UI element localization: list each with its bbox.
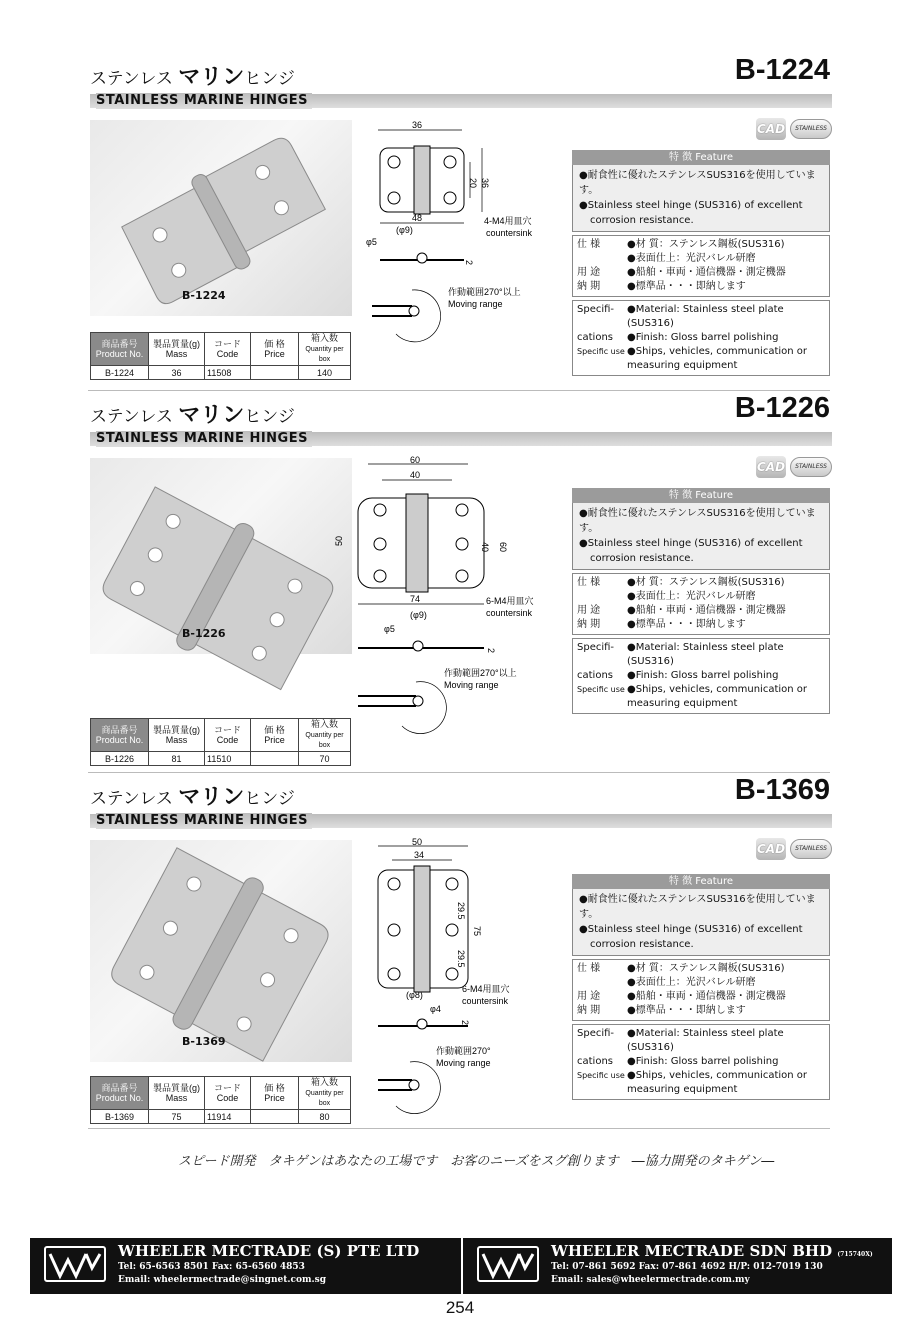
product-photo: [90, 120, 352, 316]
photo-label: B-1226: [182, 627, 226, 640]
dim-phi2: φ5: [384, 624, 395, 634]
stainless-badge: STAINLESS: [790, 119, 832, 139]
dim-phi: (φ9): [410, 610, 427, 620]
badges: [756, 454, 836, 480]
wm-logo-icon: [44, 1246, 106, 1282]
title-jp: ステンレス マリンヒンジ: [90, 65, 295, 90]
technical-drawing: [334, 455, 562, 768]
footer-right: [461, 1238, 892, 1294]
page-number: 254: [445, 1298, 475, 1317]
badges: [756, 836, 836, 862]
feature-spec-en: Specifi- ●Material: Stainless steel plate (SUS316) cations ●Finish: Gloss barrel polishing Specific use ●Ships, vehicles, communication or measuring equipment: [572, 638, 830, 714]
stainless-badge: STAINLESS: [790, 457, 832, 477]
th-product-no: 商品番号 Product No.: [91, 1077, 149, 1110]
product-section-2: [0, 392, 920, 778]
dim-holes: 4-M4用皿穴: [484, 216, 532, 226]
feature-box: ●耐食性に優れたステンレスSUS316を使用しています。 ●Stainless steel hinge (SUS316) of excellent corrosion resistance.: [572, 889, 830, 956]
cell-mass: 75: [149, 1110, 205, 1124]
cell-qty: 80: [299, 1110, 351, 1124]
dim-side-1: 20: [468, 178, 478, 189]
product-photo: [90, 840, 352, 1062]
stainless-badge: STAINLESS: [790, 839, 832, 859]
dim-countersink: countersink: [486, 608, 533, 618]
th-qty: 箱入数 Quantity per box: [299, 333, 351, 366]
dim-top-1: 60: [410, 455, 421, 465]
cell-code: 11508: [205, 366, 251, 380]
feature-head: 特 徴 Feature: [572, 874, 830, 889]
feature-panel: [572, 874, 830, 1100]
cell-price: [251, 752, 299, 766]
cell-qty: 140: [299, 366, 351, 380]
technical-drawing: [352, 837, 562, 1150]
dim-holes: 6-M4用皿穴: [462, 984, 510, 994]
dim-top-2: 40: [410, 470, 421, 480]
range-jp: 作動範囲270°以上: [444, 668, 517, 678]
range-jp: 作動範囲270°以上: [448, 287, 521, 297]
spec-table: [90, 332, 351, 380]
feature-panel: [572, 488, 830, 714]
feature-spec-jp: 仕 様 ●材 質：ステンレス鋼板(SUS316) ●表面仕上：光沢バレル研磨 用 途 ●船舶・車両・通信機器・測定機器 納 期 ●標準品・・・即納します: [572, 573, 830, 635]
range-en: Moving range: [436, 1058, 491, 1068]
dim-thick: 2: [486, 648, 496, 654]
th-price: 価 格 Price: [251, 1077, 299, 1110]
feature-spec-en: Specifi- ●Material: Stainless steel plate (SUS316) cations ●Finish: Gloss barrel polishing Specific use ●Ships, vehicles, communication or measuring equipment: [572, 300, 830, 376]
company-name: WHEELER MECTRADE (S) PTE LTD: [118, 1242, 420, 1260]
dim-side-2: 75: [472, 926, 482, 937]
cad-badge: CAD: [756, 118, 786, 140]
footer-left: [30, 1238, 461, 1294]
spec-table: [90, 1076, 351, 1124]
dim-countersink: countersink: [486, 228, 533, 238]
title-jp: ステンレス マリンヒンジ: [90, 403, 295, 428]
dim-top-2: 34: [414, 850, 425, 860]
cell-qty: 70: [299, 752, 351, 766]
th-product-no: 商品番号 Product No.: [91, 333, 149, 366]
dim-thick: 2: [460, 1020, 470, 1026]
company-name: WHEELER MECTRADE SDN BHD (715740X): [551, 1242, 873, 1260]
cad-badge: CAD: [756, 838, 786, 860]
product-section-1: [0, 54, 920, 440]
cell-product-no: B-1226: [91, 752, 149, 766]
feature-box: ●耐食性に優れたステンレスSUS316を使用しています。 ●Stainless steel hinge (SUS316) of excellent corrosion resistance.: [572, 503, 830, 570]
separator: [88, 1128, 830, 1129]
dim-side-2: 36: [480, 178, 490, 189]
technical-drawing: [352, 120, 562, 430]
photo-label: B-1224: [182, 289, 226, 302]
dim-side-1: 40: [480, 542, 490, 553]
dim-phi2: φ5: [366, 237, 377, 247]
feature-spec-jp: 仕 様 ●材 質：ステンレス鋼板(SUS316) ●表面仕上：光沢バレル研磨 用 途 ●船舶・車両・通信機器・測定機器 納 期 ●標準品・・・即納します: [572, 235, 830, 297]
th-qty: 箱入数 Quantity per box: [299, 719, 351, 752]
dim-top: 36: [412, 120, 423, 130]
dim-side-0: 50: [334, 535, 344, 546]
product-code-heading: B-1369: [734, 774, 830, 806]
th-qty: 箱入数 Quantity per box: [299, 1077, 351, 1110]
footer: [30, 1238, 892, 1294]
dim-countersink: countersink: [462, 996, 509, 1006]
feature-panel: [572, 150, 830, 376]
title-en: STAINLESS MARINE HINGES: [96, 93, 312, 109]
feature-head: 特 徴 Feature: [572, 150, 830, 165]
feature-head: 特 徴 Feature: [572, 488, 830, 503]
dim-side-2: 60: [498, 542, 508, 553]
title-jp: ステンレス マリンヒンジ: [90, 785, 295, 810]
photo-label: B-1369: [182, 1035, 226, 1048]
th-code: コード Code: [205, 333, 251, 366]
separator: [88, 390, 830, 391]
dim-phi: (φ8): [406, 990, 423, 1000]
th-code: コード Code: [205, 719, 251, 752]
cell-mass: 36: [149, 366, 205, 380]
th-product-no: 商品番号 Product No.: [91, 719, 149, 752]
dim-top-1: 50: [412, 837, 423, 847]
th-code: コード Code: [205, 1077, 251, 1110]
cell-product-no: B-1224: [91, 366, 149, 380]
spec-table: [90, 718, 351, 766]
range-en: Moving range: [448, 299, 503, 309]
cell-price: [251, 366, 299, 380]
cell-code: 11510: [205, 752, 251, 766]
dim-side-3: 29.5: [456, 950, 466, 968]
dim-bottom: 74: [410, 594, 421, 604]
wm-logo-icon: [477, 1246, 539, 1282]
dim-side-1: 29.5: [456, 902, 466, 920]
feature-box: ●耐食性に優れたステンレスSUS316を使用しています。 ●Stainless steel hinge (SUS316) of excellent corrosion resistance.: [572, 165, 830, 232]
product-code-heading: B-1224: [734, 54, 830, 86]
separator: [88, 772, 830, 773]
th-mass: 製品質量(g) Mass: [149, 1077, 205, 1110]
dim-phi2: φ4: [430, 1004, 441, 1014]
product-code-heading: B-1226: [734, 392, 830, 424]
title-en: STAINLESS MARINE HINGES: [96, 813, 312, 829]
th-price: 価 格 Price: [251, 719, 299, 752]
cell-product-no: B-1369: [91, 1110, 149, 1124]
range-jp: 作動範囲270°: [436, 1046, 491, 1056]
dim-phi: (φ9): [396, 225, 413, 235]
th-price: 価 格 Price: [251, 333, 299, 366]
feature-spec-en: Specifi- ●Material: Stainless steel plate (SUS316) cations ●Finish: Gloss barrel polishing Specific use ●Ships, vehicles, communication or measuring equipment: [572, 1024, 830, 1100]
cell-mass: 81: [149, 752, 205, 766]
feature-spec-jp: 仕 様 ●材 質：ステンレス鋼板(SUS316) ●表面仕上：光沢バレル研磨 用 途 ●船舶・車両・通信機器・測定機器 納 期 ●標準品・・・即納します: [572, 959, 830, 1021]
product-photo: [90, 458, 352, 654]
product-section-3: [0, 774, 920, 1160]
company-email: Email: sales@wheelermectrade.com.my: [551, 1275, 750, 1285]
th-mass: 製品質量(g) Mass: [149, 719, 205, 752]
cell-price: [251, 1110, 299, 1124]
cad-badge: CAD: [756, 456, 786, 478]
th-mass: 製品質量(g) Mass: [149, 333, 205, 366]
dim-bottom: 48: [412, 213, 423, 223]
slogan: スピード開発 タキゲンはあなたの工場です お客のニーズをスグ創ります ―協力開発のタキゲン―: [178, 1154, 775, 1169]
company-tel: Tel: 65-6563 8501 Fax: 65-6560 4853: [118, 1262, 305, 1272]
cell-code: 11914: [205, 1110, 251, 1124]
range-en: Moving range: [444, 680, 499, 690]
company-email: Email: wheelermectrade@singnet.com.sg: [118, 1275, 326, 1285]
company-tel: Tel: 07-861 5692 Fax: 07-861 4692 H/P: 012-7019 130: [551, 1262, 823, 1272]
dim-thick: 2: [464, 260, 474, 266]
badges: [756, 116, 836, 142]
dim-holes: 6-M4用皿穴: [486, 596, 534, 606]
title-en: STAINLESS MARINE HINGES: [96, 431, 312, 447]
